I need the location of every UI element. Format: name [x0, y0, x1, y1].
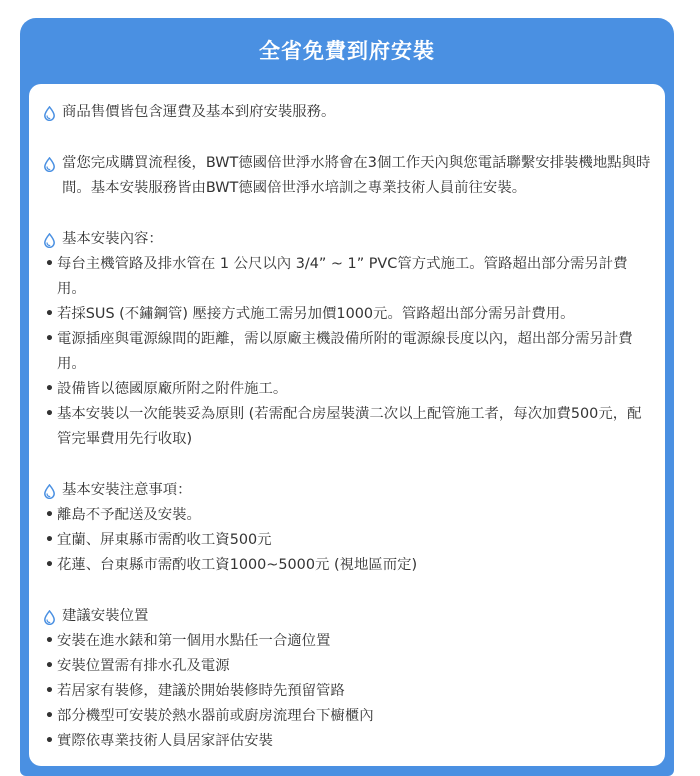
info-section — [42, 604, 655, 754]
list-item — [42, 729, 655, 754]
section-heading — [42, 227, 655, 252]
bullet-dot: • — [44, 331, 55, 347]
list-item — [42, 252, 655, 302]
list-item — [42, 302, 655, 327]
section-heading-text: 基本安裝內容： — [62, 231, 163, 247]
list-item-text: 若採SUS (不鏽鋼管) 壓接方式施工需另加價1000元。管路超出部分需另計費用。 — [57, 306, 575, 322]
water-drop-icon — [42, 609, 57, 624]
info-section — [42, 478, 655, 578]
list-item-text: 電源插座與電源線間的距離，需以原廠主機設備所附的電源線長度以內，超出部分需另計費用。 — [57, 331, 633, 372]
intro-line — [42, 151, 655, 201]
list-item-text: 若居家有裝修，建議於開始裝修時先預留管路 — [57, 683, 345, 699]
intro-line-text: 當您完成購買流程後，BWT德國倍世淨水將會在3個工作天內與您電話聯繫安排裝機地點與時間。基本安裝服務皆由BWT德國倍世淨水培訓之專業技術人員前往安裝。 — [62, 155, 651, 196]
intro-paragraph — [42, 100, 655, 125]
list-item — [42, 327, 655, 377]
list-item-text: 部分機型可安裝於熱水器前或廚房流理台下櫥櫃內 — [57, 708, 374, 724]
list-item — [42, 528, 655, 553]
intro-line — [42, 100, 655, 125]
bullet-dot: • — [44, 381, 55, 397]
info-section — [42, 227, 655, 452]
water-drop-icon — [42, 156, 57, 171]
list-item — [42, 704, 655, 729]
bullet-dot: • — [44, 633, 55, 649]
bullet-dot: • — [44, 658, 55, 674]
bullet-dot: • — [44, 733, 55, 749]
list-item — [42, 377, 655, 402]
list-item-text: 安裝在進水錶和第一個用水點任一合適位置 — [57, 633, 331, 649]
water-drop-icon — [42, 232, 57, 247]
bullet-dot: • — [44, 557, 55, 573]
list-item-text: 每台主機管路及排水管在 1 公尺以內 3/4” ~ 1” PVC管方式施工。管路超出部分需另計費用。 — [57, 256, 628, 297]
list-item-text: 離島不予配送及安裝。 — [57, 507, 201, 523]
section-heading-text: 建議安裝位置 — [62, 608, 149, 624]
list-item — [42, 629, 655, 654]
list-item — [42, 679, 655, 704]
section-heading — [42, 478, 655, 503]
bullet-dot: • — [44, 406, 55, 422]
list-item-text: 安裝位置需有排水孔及電源 — [57, 658, 230, 674]
content-panel — [29, 84, 665, 766]
intro-line-text: 商品售價皆包含運費及基本到府安裝服務。 — [62, 104, 336, 120]
bullet-dot: • — [44, 306, 55, 322]
list-item — [42, 654, 655, 679]
bullet-dot: • — [44, 683, 55, 699]
list-item-text: 設備皆以德國原廠所附之附件施工。 — [57, 381, 288, 397]
bullet-dot: • — [44, 507, 55, 523]
list-item-text: 宜蘭、屏東縣市需酌收工資500元 — [57, 532, 272, 548]
list-item-text: 花蓮、台東縣市需酌收工資1000~5000元 (視地區而定) — [57, 557, 418, 573]
list-item-text: 基本安裝以一次能裝妥為原則 (若需配合房屋裝潢二次以上配管施工者，每次加費500元，配管完畢費用先行收取) — [57, 406, 642, 447]
bullet-dot: • — [44, 256, 55, 272]
list-item — [42, 553, 655, 578]
intro-paragraph — [42, 151, 655, 201]
bullet-dot: • — [44, 532, 55, 548]
list-item-text: 實際依專業技術人員居家評估安裝 — [57, 733, 273, 749]
content-body — [29, 84, 665, 754]
section-heading-text: 基本安裝注意事項： — [62, 482, 192, 498]
section-heading — [42, 604, 655, 629]
card-title: 全省免費到府安裝 — [259, 39, 435, 63]
water-drop-icon — [42, 105, 57, 120]
list-item — [42, 402, 655, 452]
installation-card — [20, 18, 674, 776]
list-item — [42, 503, 655, 528]
bullet-dot: • — [44, 708, 55, 724]
water-drop-icon — [42, 483, 57, 498]
